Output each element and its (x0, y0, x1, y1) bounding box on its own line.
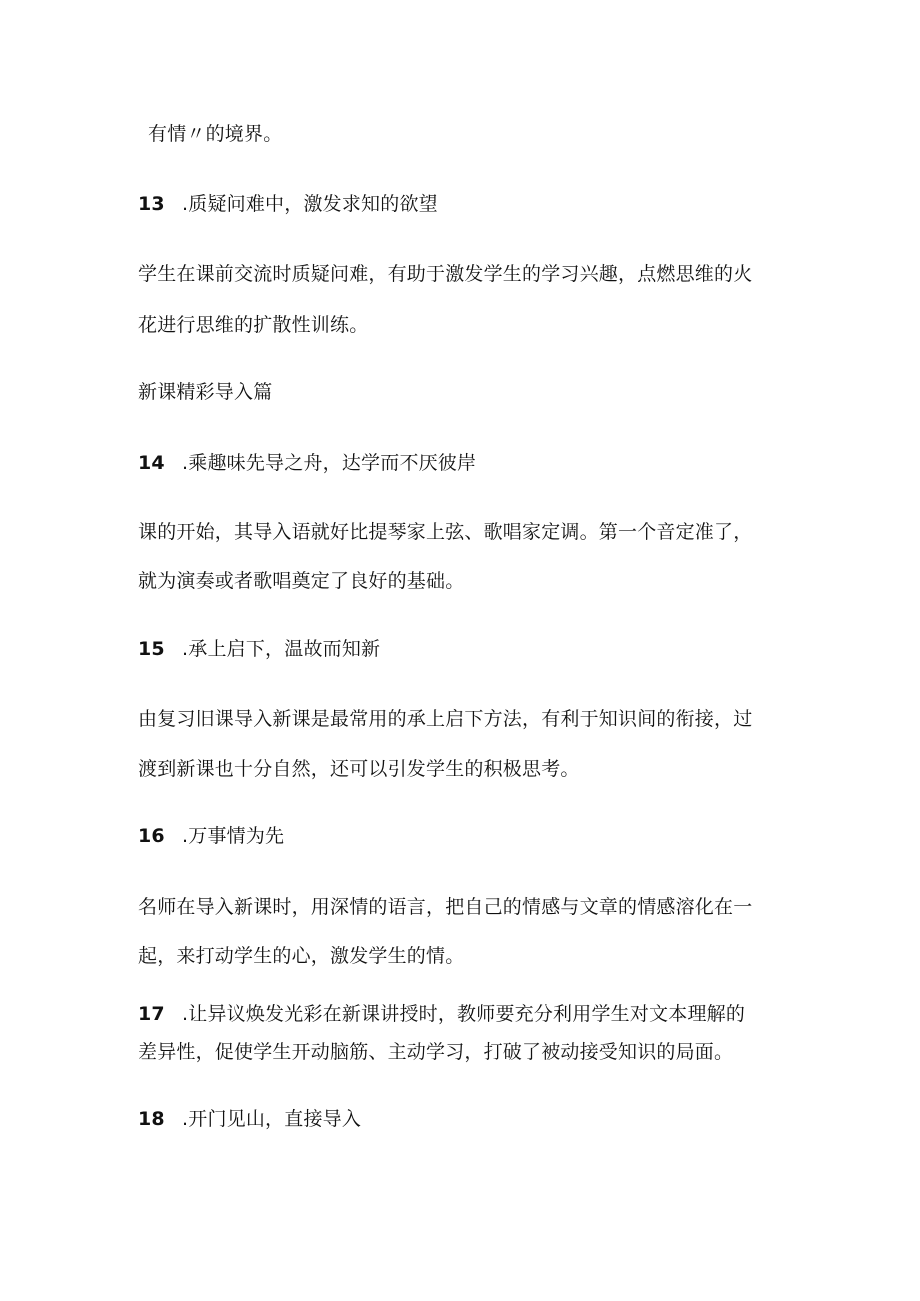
heading-17 (138, 1000, 745, 1028)
paragraph-line: 起，来打动学生的心，激发学生的情。 (138, 945, 465, 967)
heading-number: 13 (138, 193, 165, 215)
paragraph-line: 学生在课前交流时质疑问难，有助于激发学生的学习兴趣，点燃思维的火 (138, 263, 753, 285)
heading-text: .开门见山，直接导入 (182, 1108, 362, 1130)
heading-14 (138, 449, 476, 477)
heading-15 (138, 635, 380, 663)
continued-text: 有情〃的境界。 (148, 123, 283, 145)
heading-number: 15 (138, 638, 165, 660)
paragraph-line: 课的开始，其导入语就好比提琴家上弦、歌唱家定调。第一个音定准了， (138, 521, 753, 543)
heading-number: 16 (138, 825, 165, 847)
heading-16 (138, 822, 284, 850)
heading-text: .乘趣味先导之舟，达学而不厌彼岸 (182, 452, 477, 474)
paragraph-line: 花进行思维的扩散性训练。 (138, 314, 369, 336)
heading-13 (138, 190, 438, 218)
paragraph-line: 就为演奏或者歌唱奠定了良好的基础。 (138, 570, 465, 592)
paragraph-line: 名师在导入新课时，用深情的语言，把自己的情感与文章的情感溶化在一 (138, 896, 753, 918)
heading-text: .质疑问难中，激发求知的欲望 (182, 193, 438, 215)
paragraph-line: 渡到新课也十分自然，还可以引发学生的积极思考。 (138, 758, 580, 780)
heading-18 (138, 1105, 361, 1133)
section-title: 新课精彩导入篇 (138, 381, 273, 403)
heading-number: 17 (138, 1003, 165, 1025)
paragraph-line: 差异性，促使学生开动脑筋、主动学习，打破了被动接受知识的局面。 (138, 1041, 734, 1063)
heading-text: .承上启下，温故而知新 (182, 638, 381, 660)
heading-number: 18 (138, 1108, 165, 1130)
heading-number: 14 (138, 452, 165, 474)
paragraph-line: 由复习旧课导入新课是最常用的承上启下方法，有利于知识间的衔接，过 (138, 708, 753, 730)
heading-text: .让异议焕发光彩在新课讲授时，教师要充分利用学生对文本理解的 (182, 1003, 746, 1025)
heading-text: .万事情为先 (182, 825, 285, 847)
